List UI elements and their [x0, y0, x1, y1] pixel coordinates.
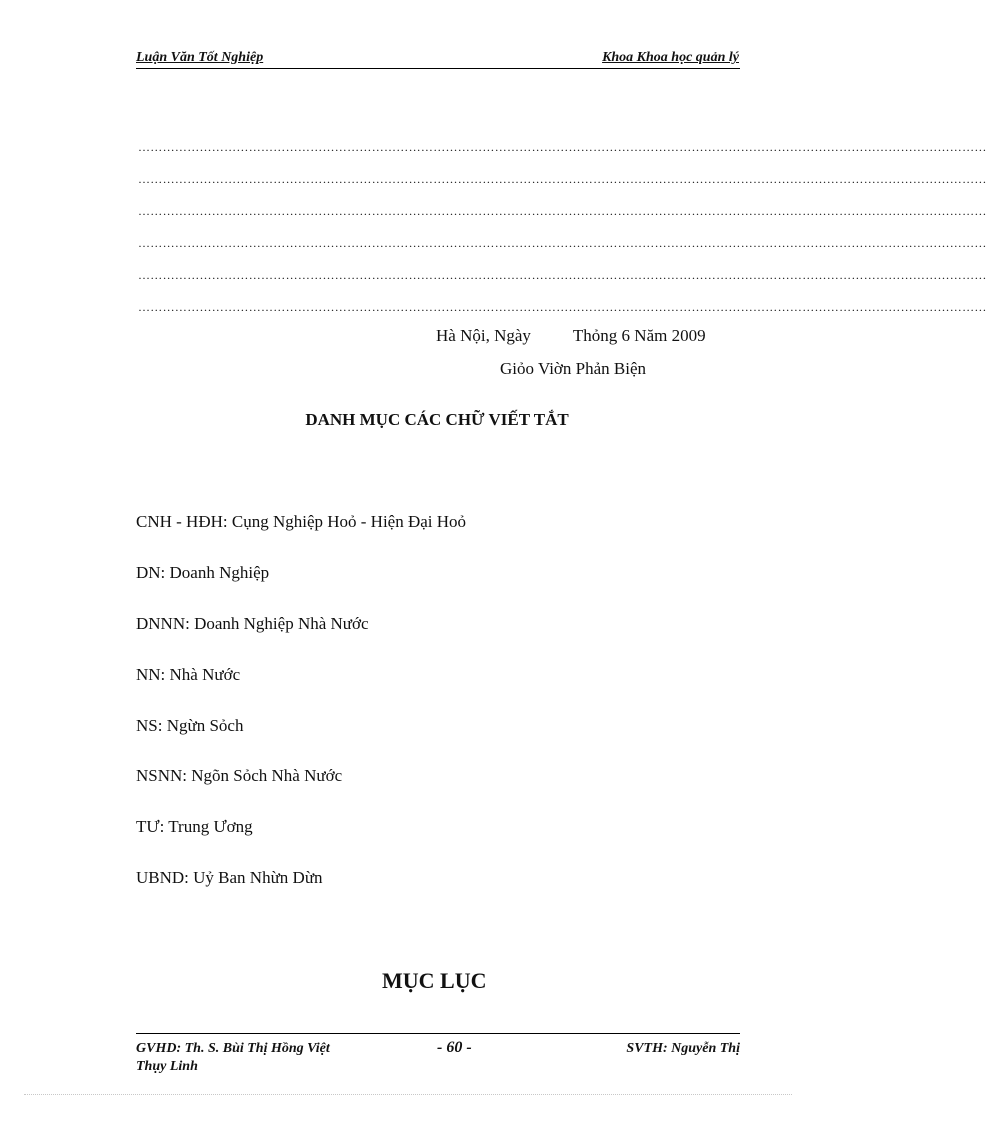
signature-date-prefix: Hà Nội, Ngày [436, 326, 531, 345]
abbreviation-item: NS: Ngừn Sỏch [136, 716, 244, 735]
abbreviation-item: DN: Doanh Nghiệp [136, 563, 270, 582]
dotted-line-2: ……………………………………………………………………………………………………………………………………………………………………………………… [138, 172, 987, 186]
signature-date-month-year: Thỏng 6 Năm 2009 [572, 326, 706, 345]
abbreviation-item: NSNN: Ngõn Sỏch Nhà Nước [136, 766, 343, 785]
footer-student-continued: Thụy Linh [136, 1059, 198, 1074]
abbreviation-item: NN: Nhà Nước [136, 665, 241, 684]
abbreviation-item: CNH - HĐH: Cụng Nghiệp Hoỏ - Hiện Đại Hoỏ [136, 512, 467, 531]
dotted-line-3: ……………………………………………………………………………………………………………………………………………………………………………………… [138, 204, 987, 218]
header-thesis-title: Luận Văn Tốt Nghiệp [136, 50, 264, 65]
dotted-line-6: ……………………………………………………………………………………………………………………………………………………………………………………… [138, 300, 987, 314]
abbreviation-item: UBND: Uỷ Ban Nhừn Dừn [136, 868, 323, 887]
footer-page-number: - 60 - [437, 1039, 472, 1056]
signature-role: Giỏo Viờn Phản Biện [500, 359, 647, 378]
footer-rule [136, 1033, 740, 1034]
dotted-line-1: ……………………………………………………………………………………………………………………………………………………………………………………… [138, 140, 987, 154]
page-bottom-edge [24, 1094, 792, 1095]
signature-date [436, 326, 706, 346]
toc-title: MỤC LỤC [382, 968, 487, 993]
footer-student: SVTH: Nguyễn Thị [626, 1041, 740, 1056]
header-rule [136, 68, 740, 69]
dotted-line-4: ……………………………………………………………………………………………………………………………………………………………………………………… [138, 236, 987, 250]
abbreviations-title: DANH MỤC CÁC CHỮ VIẾT TẮT [305, 410, 569, 429]
footer-advisor: GVHD: Th. S. Bùi Thị Hồng Việt [136, 1041, 330, 1056]
dotted-line-5: ……………………………………………………………………………………………………………………………………………………………………………………… [138, 268, 987, 282]
header-faculty: Khoa Khoa học quản lý [602, 50, 739, 65]
abbreviation-item: DNNN: Doanh Nghiệp Nhà Nước [136, 614, 369, 633]
abbreviation-item: TƯ: Trung Ương [136, 817, 253, 836]
